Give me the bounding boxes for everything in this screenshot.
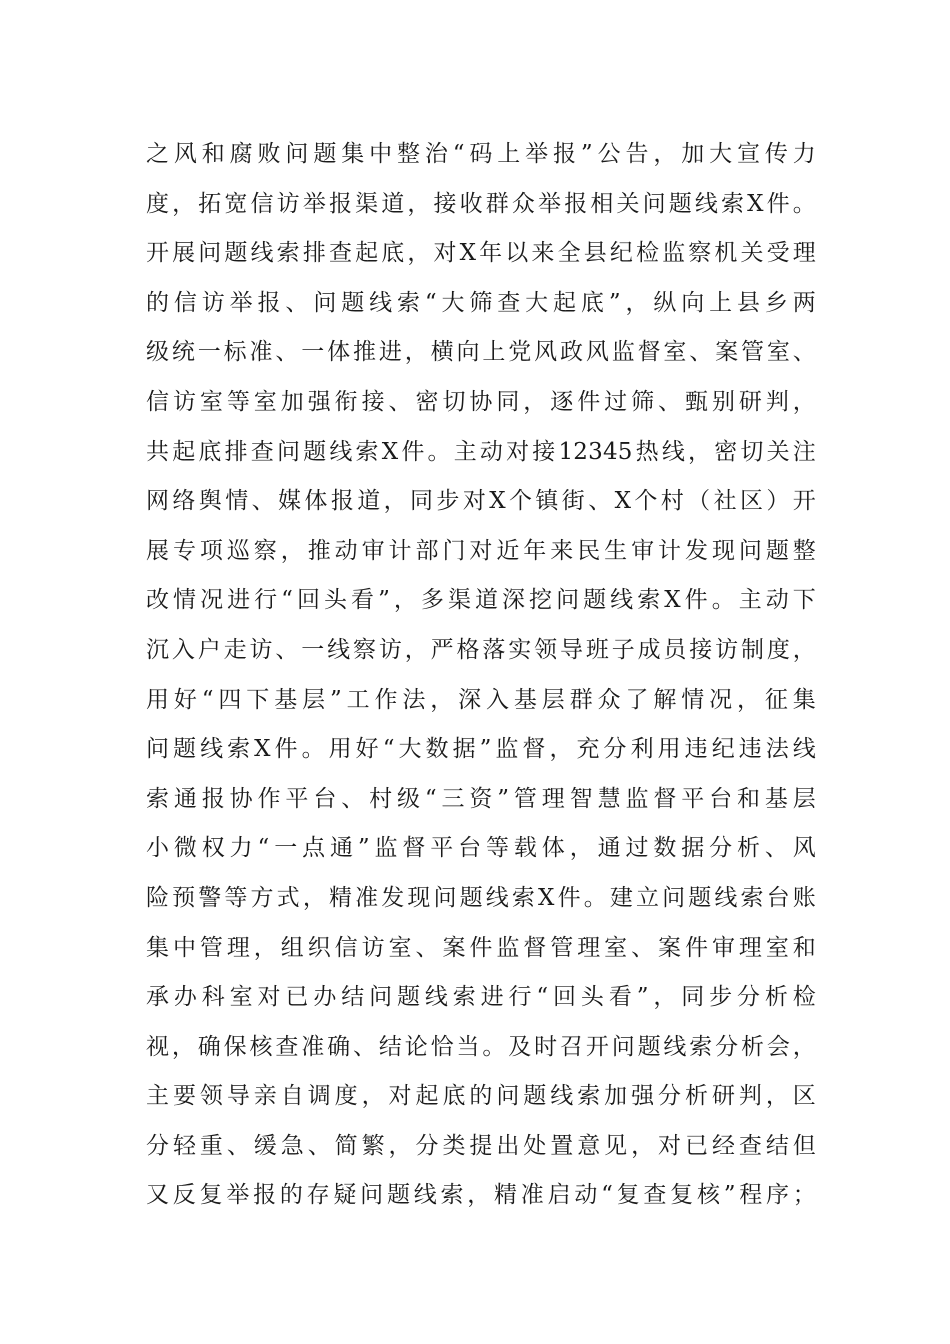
- text-line: 度，拓宽信访举报渠道，接收群众举报相关问题线索X件。: [146, 190, 816, 217]
- text-line: 问题线索X件。用好“大数据”监督，充分利用违纪违法线: [146, 736, 816, 763]
- text-line: 级统一标准、一体推进，横向上党风政风监督室、案管室、: [146, 339, 816, 366]
- text-line: 的信访举报、问题线索“大筛查大起底”，纵向上县乡两: [146, 289, 816, 316]
- text-line: 之风和腐败问题集中整治“码上举报”公告，加大宣传力: [146, 141, 816, 167]
- text-line: 承办科室对已办结问题线索进行“回头看”，同步分析检: [146, 984, 816, 1011]
- body-paragraph: [146, 130, 816, 1221]
- text-line: 主要领导亲自调度，对起底的问题线索加强分析研判，区: [146, 1083, 816, 1110]
- text-line: 用好“四下基层”工作法，深入基层群众了解情况，征集: [146, 686, 816, 713]
- text-line: 沉入户走访、一线察访，严格落实领导班子成员接访制度，: [146, 636, 816, 663]
- text-line: 共起底排查问题线索X件。主动对接12345热线，密切关注: [146, 438, 816, 465]
- text-line: 展专项巡察，推动审计部门对近年来民生审计发现问题整: [146, 537, 816, 564]
- text-line: 又反复举报的存疑问题线索，精准启动“复查复核”程序；: [146, 1182, 816, 1209]
- text-line: 信访室等室加强衔接、密切协同，逐件过筛、甄别研判，: [146, 388, 816, 415]
- text-line: 分轻重、缓急、简繁，分类提出处置意见，对已经查结但: [146, 1132, 816, 1159]
- text-line: 索通报协作平台、村级“三资”管理智慧监督平台和基层: [146, 785, 816, 812]
- text-line: 改情况进行“回头看”，多渠道深挖问题线索X件。主动下: [146, 587, 816, 614]
- text-line: 险预警等方式，精准发现问题线索X件。建立问题线索台账: [146, 884, 816, 911]
- text-line: 视，确保核查准确、结论恰当。及时召开问题线索分析会，: [146, 1033, 816, 1060]
- text-line: 开展问题线索排查起底，对X年以来全县纪检监察机关受理: [146, 240, 816, 267]
- text-line: 集中管理，组织信访室、案件监督管理室、案件审理室和: [146, 934, 816, 961]
- text-line: 小微权力“一点通”监督平台等载体，通过数据分析、风: [146, 835, 816, 862]
- text-line: 网络舆情、媒体报道，同步对X个镇街、X个村（社区）开: [146, 488, 816, 515]
